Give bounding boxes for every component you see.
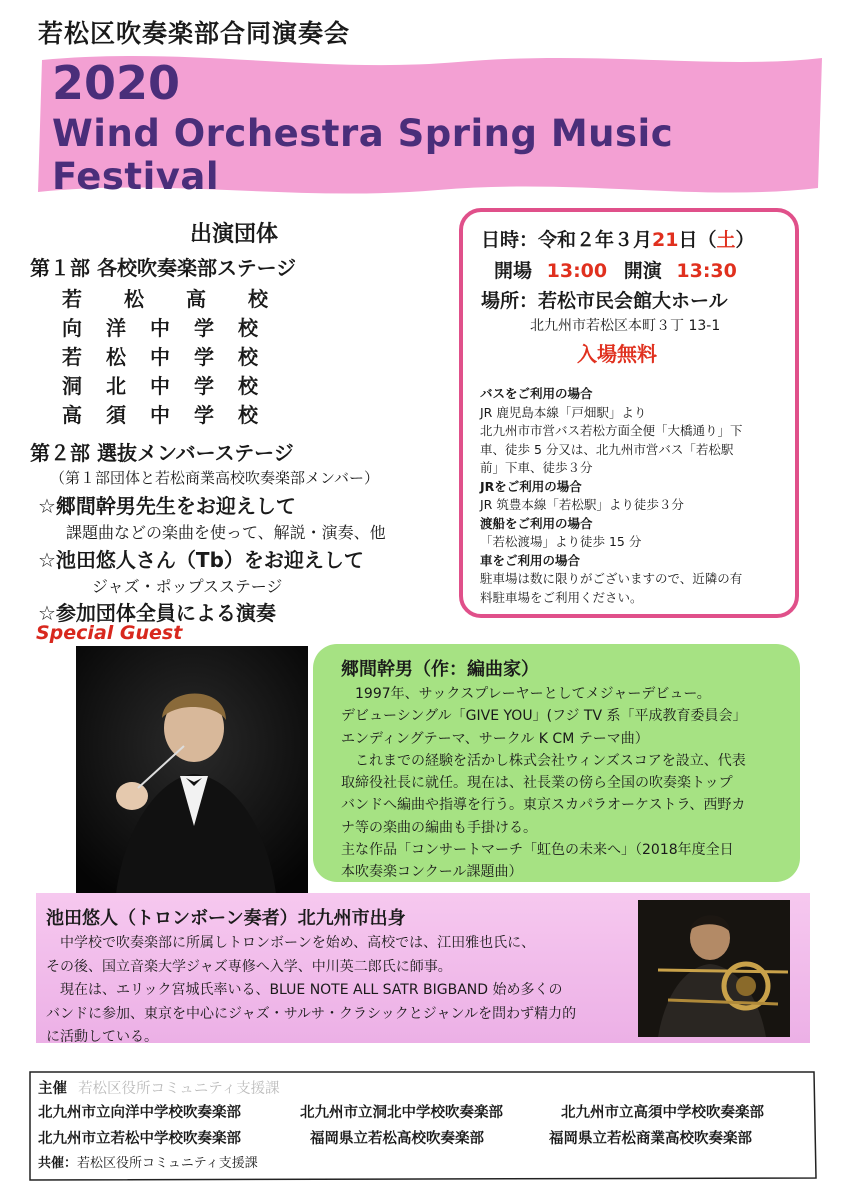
school-item: 洞北中学校 bbox=[62, 374, 282, 398]
bio-line: 1997年、サックスプレーヤーとしてメジャーデビュー。 bbox=[341, 686, 711, 702]
access-line: JR 鹿児島本線「戸畑駅」より bbox=[480, 404, 647, 420]
access-line: 北九州市市営バス若松方面全便「大橋通り」下 bbox=[480, 423, 743, 438]
special-guest-label: Special Guest bbox=[36, 622, 183, 644]
access-line: JR 筑豊本線「若松駅」より徒歩３分 bbox=[480, 497, 684, 512]
composer-bio bbox=[341, 683, 791, 884]
organizer-name: 若松区役所コミュニティ支援課 bbox=[78, 1081, 280, 1097]
bio-line: 主な作品「コンサートマーチ「虹色の未来へ」（2018年度全日 bbox=[341, 842, 734, 859]
school-item: 高須中学校 bbox=[62, 403, 282, 427]
access-info bbox=[480, 385, 790, 607]
event-times bbox=[494, 256, 737, 283]
bio-line: バンドへ編曲や指導を行う。東京スカパラオーケストラ、西野カ bbox=[341, 797, 746, 814]
program-item-1: ☆郷間幹男先生をお迎えして bbox=[38, 494, 296, 518]
banner-subtitle: Wind Orchestra Spring Music Festival bbox=[52, 112, 674, 198]
organizer-member: 北九州市立向洋中学校吹奏楽部 bbox=[38, 1105, 241, 1121]
co-organizer bbox=[38, 1152, 258, 1171]
access-line: 渡船をご利用の場合 bbox=[480, 515, 593, 531]
date-mid: 日（ bbox=[678, 229, 717, 251]
event-venue: 場所：若松市民会館大ホール bbox=[481, 290, 728, 312]
school-item: 若松高校 bbox=[62, 287, 310, 311]
bio-line: その後、国立音楽大学ジャズ専修へ入学、中川英二郎氏に師事。 bbox=[46, 958, 452, 975]
trombonist-photo bbox=[638, 900, 790, 1037]
date-day: 21 bbox=[652, 229, 679, 251]
open-label: 開場 bbox=[494, 260, 533, 282]
banner-year: 2020 bbox=[52, 56, 181, 110]
part2-title: 第２部 選抜メンバーステージ bbox=[30, 441, 294, 465]
organizer-main bbox=[38, 1077, 280, 1098]
part1-title: 第１部 各校吹奏楽部ステージ bbox=[30, 256, 297, 280]
program-item-2: ☆池田悠人さん（Tb）をお迎えして bbox=[38, 548, 364, 572]
program-item-2-note: ジャズ・ポップスステージ bbox=[92, 577, 283, 596]
organizer-member: 福岡県立若松高校吹奏楽部 bbox=[310, 1131, 484, 1147]
access-line: 車をご利用の場合 bbox=[480, 552, 581, 568]
school-item: 若松中学校 bbox=[62, 345, 282, 369]
program-item-3: ☆参加団体全員による演奏 bbox=[38, 601, 276, 625]
school-item: 向洋中学校 bbox=[62, 316, 282, 340]
bio-line: に活動している。 bbox=[46, 1029, 158, 1045]
bio-line: これまでの経験を活かし株式会社ウィンズスコアを設立、代表 bbox=[341, 752, 746, 769]
organizer-label: 主催 bbox=[38, 1081, 67, 1097]
bio-line: 現在は、エリック宮城氏率いる、BLUE NOTE ALL SATR BIGBAND 始め多くの bbox=[46, 982, 563, 998]
date-suffix: ） bbox=[735, 229, 755, 251]
access-line: JRをご利用の場合 bbox=[480, 478, 582, 494]
date-weekday: 土 bbox=[716, 229, 736, 251]
program-item-1-note: 課題曲などの楽曲を使って、解説・演奏、他 bbox=[66, 523, 386, 542]
access-line: 車、徒歩 5 分又は、北九州市営バス「若松駅 bbox=[480, 441, 734, 457]
access-line: 前」下車、徒歩３分 bbox=[480, 460, 593, 475]
admission-free: 入場無料 bbox=[577, 342, 657, 366]
trombonist-illustration bbox=[638, 900, 790, 1037]
conductor-photo bbox=[76, 646, 308, 894]
start-time: 13:30 bbox=[676, 260, 737, 282]
composer-name: 郷間幹男（作：編曲家） bbox=[341, 659, 539, 680]
organizer-member: 北九州市立高須中学校吹奏楽部 bbox=[561, 1105, 764, 1121]
co-organizer-name: 若松区役所コミュニティ支援課 bbox=[77, 1156, 258, 1171]
organizer-member: 北九州市立洞北中学校吹奏楽部 bbox=[300, 1105, 503, 1121]
bio-line: エンディングテーマ、サークル K CM テーマ曲） bbox=[341, 730, 649, 747]
bio-line: バンドに参加、東京を中心にジャズ・サルサ・クラシックとジャンルを問わず精力的 bbox=[46, 1005, 577, 1022]
bio-line: 本吹奏楽コンクール課題曲） bbox=[341, 864, 523, 881]
event-title-jp: 若松区吹奏楽部合同演奏会 bbox=[38, 19, 351, 48]
date-prefix: 日時：令和２年３月 bbox=[481, 229, 653, 251]
organizer-member: 北九州市立若松中学校吹奏楽部 bbox=[38, 1131, 241, 1147]
access-line: 駐車場は数に限りがございますので、近隣の有 bbox=[480, 571, 743, 586]
bio-line: デビューシングル「GIVE YOU」(フジ TV 系「平成教育委員会」 bbox=[341, 708, 747, 725]
access-line: 「若松渡場」より徒歩 15 分 bbox=[480, 534, 642, 549]
bio-line: ナ等の楽曲の編曲も手掛ける。 bbox=[341, 819, 537, 836]
bio-line: 中学校で吹奏楽部に所属しトロンボーンを始め、高校では、江田雅也氏に、 bbox=[46, 935, 536, 951]
access-line: バスをご利用の場合 bbox=[480, 386, 593, 401]
event-date bbox=[481, 225, 755, 252]
trombonist-bio bbox=[46, 932, 616, 1050]
start-label: 開演 bbox=[623, 260, 662, 282]
co-organizer-label: 共催： bbox=[38, 1156, 78, 1171]
trombonist-name: 池田悠人（トロンボーン奏者）北九州市出身 bbox=[46, 908, 406, 929]
bio-line: 取締役社長に就任。現在は、社長業の傍ら全国の吹奏楽トップ bbox=[341, 775, 733, 792]
open-time: 13:00 bbox=[546, 260, 608, 282]
organizer-member: 福岡県立若松商業高校吹奏楽部 bbox=[549, 1131, 752, 1147]
performers-heading: 出演団体 bbox=[190, 222, 279, 247]
part2-note: （第１部団体と若松商業高校吹奏楽部メンバー） bbox=[50, 469, 379, 487]
event-address: 北九州市若松区本町３丁 13-1 bbox=[530, 318, 721, 334]
conductor-illustration bbox=[76, 646, 308, 894]
access-line: 料駐車場をご利用ください。 bbox=[480, 589, 643, 605]
